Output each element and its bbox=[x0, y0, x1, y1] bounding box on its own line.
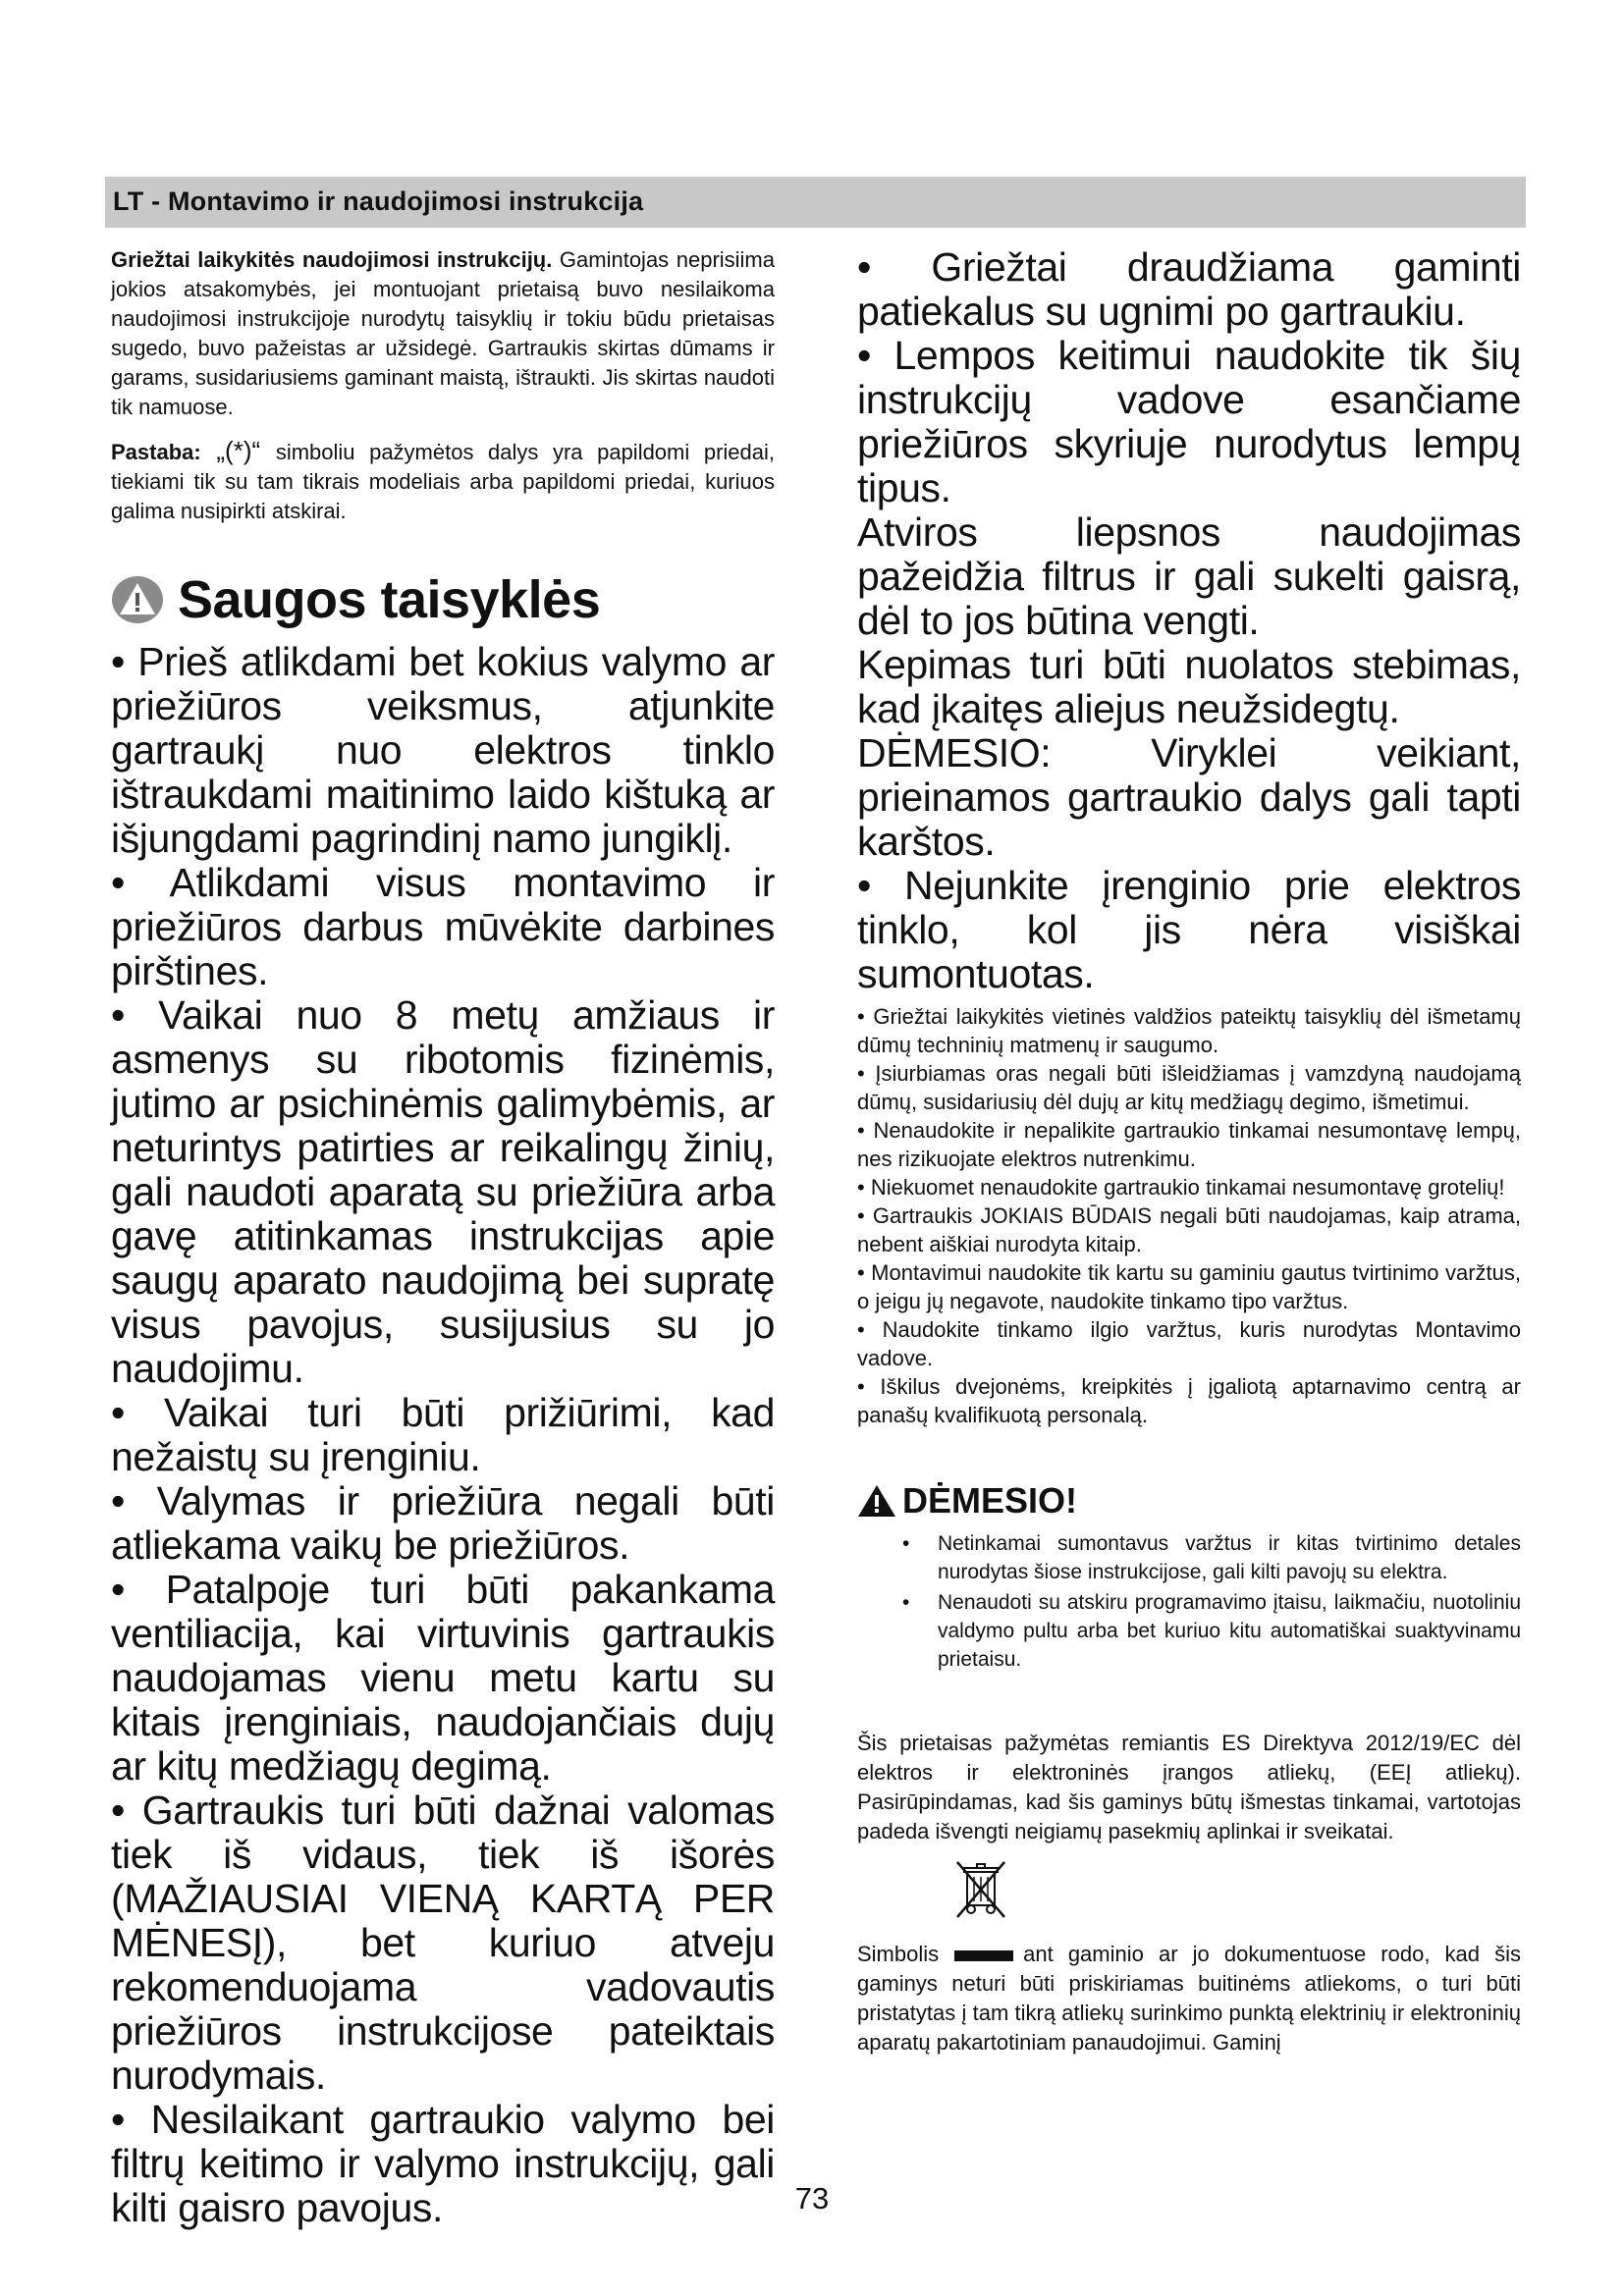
page-number: 73 bbox=[794, 2181, 830, 2216]
right-column bbox=[857, 245, 1521, 2057]
right-small-list bbox=[857, 1002, 1521, 1429]
right-big-item: • Lempos keitimui naudokite tik šių instrukcijų vadove esančiame priežiūros skyriuje nurodytus lempų tipus. bbox=[857, 333, 1521, 510]
right-big-item: • Griežtai draudžiama gaminti patiekalus su ugnimi po gartraukiu. bbox=[857, 244, 1521, 334]
simbolis-label: Simbolis bbox=[857, 1942, 940, 1966]
safety-item: • Vaikai turi būti prižiūrimi, kad nežaistų su įrenginiu. bbox=[111, 1390, 775, 1479]
note-paragraph bbox=[111, 436, 775, 526]
safety-item: • Nesilaikant gartraukio valymo bei filtrų keitimo ir valymo instrukcijų, gali kilti gaisro pavojus. bbox=[111, 2097, 775, 2230]
attention-item: • Nenaudoti su atskiru programavimo įtaisu, laikmačiu, nuotoliniu valdymo pultu arba bet kuriuo kitu automatiškai suaktyvinamu prietaisu. bbox=[916, 1588, 1521, 1674]
right-small-item: • Naudokite tinkamo ilgio varžtus, kuris nurodytas Montavimo vadove. bbox=[857, 1317, 1521, 1370]
right-small-item: • Nenaudokite ir nepalikite gartraukio tinkamai nesumontavę lempų, nes rizikuojate elektros nutrenkimu. bbox=[857, 1118, 1521, 1171]
right-big-item: Atviros liepsnos naudojimas pažeidžia filtrus ir gali sukelti gaisrą, dėl to jos būtina vengti. bbox=[857, 509, 1521, 643]
note-symbol: „(*)“ bbox=[200, 436, 276, 465]
safety-heading bbox=[111, 569, 775, 630]
safety-item: • Gartraukis turi būti dažnai valomas tiek iš vidaus, tiek iš išorės (MAŽIAUSIAI VIENĄ KARTĄ PER MĖNESĮ), bet kuriuo atveju rekomenduojama vadovautis priežiūros instrukcijose pateiktais nurodymais. bbox=[111, 1788, 775, 2098]
black-bar-icon bbox=[954, 1950, 1013, 1961]
intro-bold: Griežtai laikykitės naudojimosi instrukcijų. bbox=[111, 247, 553, 272]
safety-item: • Valymas ir priežiūra negali būti atliekama vaikų be priežiūros. bbox=[111, 1478, 775, 1568]
right-big-item: Kepimas turi būti nuolatos stebimas, kad įkaitęs aliejus neužsidegtų. bbox=[857, 642, 1521, 731]
attention-heading bbox=[857, 1480, 1521, 1522]
page-title: LT - Montavimo ir naudojimosi instrukcija bbox=[113, 187, 644, 216]
header-bar bbox=[105, 177, 1526, 228]
right-small-item: • Niekuomet nenaudokite gartraukio tinkamai nesumontavę grotelių! bbox=[857, 1175, 1505, 1200]
warning-circle-icon bbox=[111, 575, 164, 624]
safety-title: Saugos taisyklės bbox=[178, 570, 601, 629]
right-small-item: • Įsiurbiamas oras negali būti išleidžiamas į vamzdyną naudojamą dūmų, susidariusių dėl dujų ar kitų medžiagų degimo, išmetimui. bbox=[857, 1061, 1521, 1114]
attention-list bbox=[857, 1529, 1521, 1674]
crossed-bin-icon bbox=[951, 1858, 1010, 1929]
attention-item: • Netinkamai sumontavus varžtus ir kitas tvirtinimo detales nurodytas šiose instrukcijose, gali kilti pavojų su elektra. bbox=[916, 1529, 1521, 1586]
safety-item: • Prieš atlikdami bet kokius valymo ar priežiūros veiksmus, atjunkite gartraukį nuo elektros tinklo ištraukdami maitinimo laido kištuką ar išjungdami pagrindinį namo jungiklį. bbox=[111, 639, 775, 861]
safety-item: • Patalpoje turi būti pakankama ventiliacija, kai virtuvinis gartraukis naudojamas vienu metu kartu su kitais įrenginiais, naudojančiais dujų ar kitų medžiagų degimą. bbox=[111, 1567, 775, 1789]
right-big-item: • Nejunkite įrenginio prie elektros tinklo, kol jis nėra visiškai sumontuotas. bbox=[857, 863, 1521, 996]
warning-triangle-icon bbox=[857, 1484, 896, 1518]
right-small-item: • Montavimui naudokite tik kartu su gaminiu gautus tvirtinimo varžtus, o jeigu jų negavote, naudokite tinkamo tipo varžtus. bbox=[857, 1260, 1521, 1313]
right-big-item: DĖMESIO: Viryklei veikiant, prieinamos gartraukio dalys gali tapti karštos. bbox=[857, 730, 1521, 864]
attention-title: DĖMESIO! bbox=[902, 1480, 1078, 1521]
right-small-item: • Iškilus dvejonėms, kreipkitės į įgaliotą aptarnavimo centrą ar panašų kvalifikuotą personalą. bbox=[857, 1374, 1521, 1427]
safety-item: • Vaikai nuo 8 metų amžiaus ir asmenys su ribotomis fizinėmis, jutimo ar psichinėmis galimybėmis, ar neturintys patirties ar reikalingų žinių, gali naudoti aparatą su priežiūra arba gavę atitinkamas instrukcijas apie saugų aparato naudojimą bei supratę visus pavojus, susijusius su jo naudojimu. bbox=[111, 992, 775, 1391]
intro-text: Gamintojas neprisiima jokios atsakomybės, jei montuojant prietaisą buvo nesilaikoma naudojimosi instrukcijoje nurodytų taisyklių ir tokiu būdu prietaisas sugedo, buvo pažeistas ar užsidegė. Gartraukis skirtas dūmams ir garams, susidariusiems gaminant maistą, ištraukti. Jis skirtas naudoti tik namuose. bbox=[111, 247, 775, 419]
weee-paragraph: Šis prietaisas pažymėtas remiantis ES Direktyva 2012/19/EC dėl elektros ir elektroninės įrangos atliekų, (EEĮ atliekų). Pasirūpindamas, kad šis gaminys būtų išmestas tinkamai, vartotojas padeda išvengti neigiamų pasekmių aplinkai ir sveikatai. bbox=[857, 1731, 1521, 1843]
simbolis-paragraph bbox=[857, 1940, 1521, 2057]
safety-item: • Atlikdami visus montavimo ir priežiūros darbus mūvėkite darbines pirštines. bbox=[111, 860, 775, 993]
simbolis-text: ant gaminio ar jo dokumentuose rodo, kad šis gaminys neturi būti priskiriamas buitinėms atliekoms, o turi būti pristatytas į tam tikrą atliekų surinkimo punktą elektrinių ir elektroninių aparatų pakartotiniam panaudojimui. Gaminį bbox=[857, 1942, 1521, 2055]
intro-paragraph bbox=[111, 245, 775, 422]
right-small-item: • Gartraukis JOKIAIS BŪDAIS negali būti naudojamas, kaip atrama, nebent aiškiai nurodyta kitaip. bbox=[857, 1203, 1521, 1256]
left-column bbox=[111, 245, 775, 2230]
right-small-item: • Griežtai laikykitės vietinės valdžios pateiktų taisyklių dėl išmetamų dūmų techninių matmenų ir saugumo. bbox=[857, 1004, 1521, 1057]
note-bold: Pastaba: bbox=[111, 440, 201, 464]
note-text: simboliu pažymėtos dalys yra papildomi priedai, tiekiami tik su tam tikrais modeliais arba papildomi priedai, kuriuos galima nusipirkti atskirai. bbox=[111, 440, 775, 523]
